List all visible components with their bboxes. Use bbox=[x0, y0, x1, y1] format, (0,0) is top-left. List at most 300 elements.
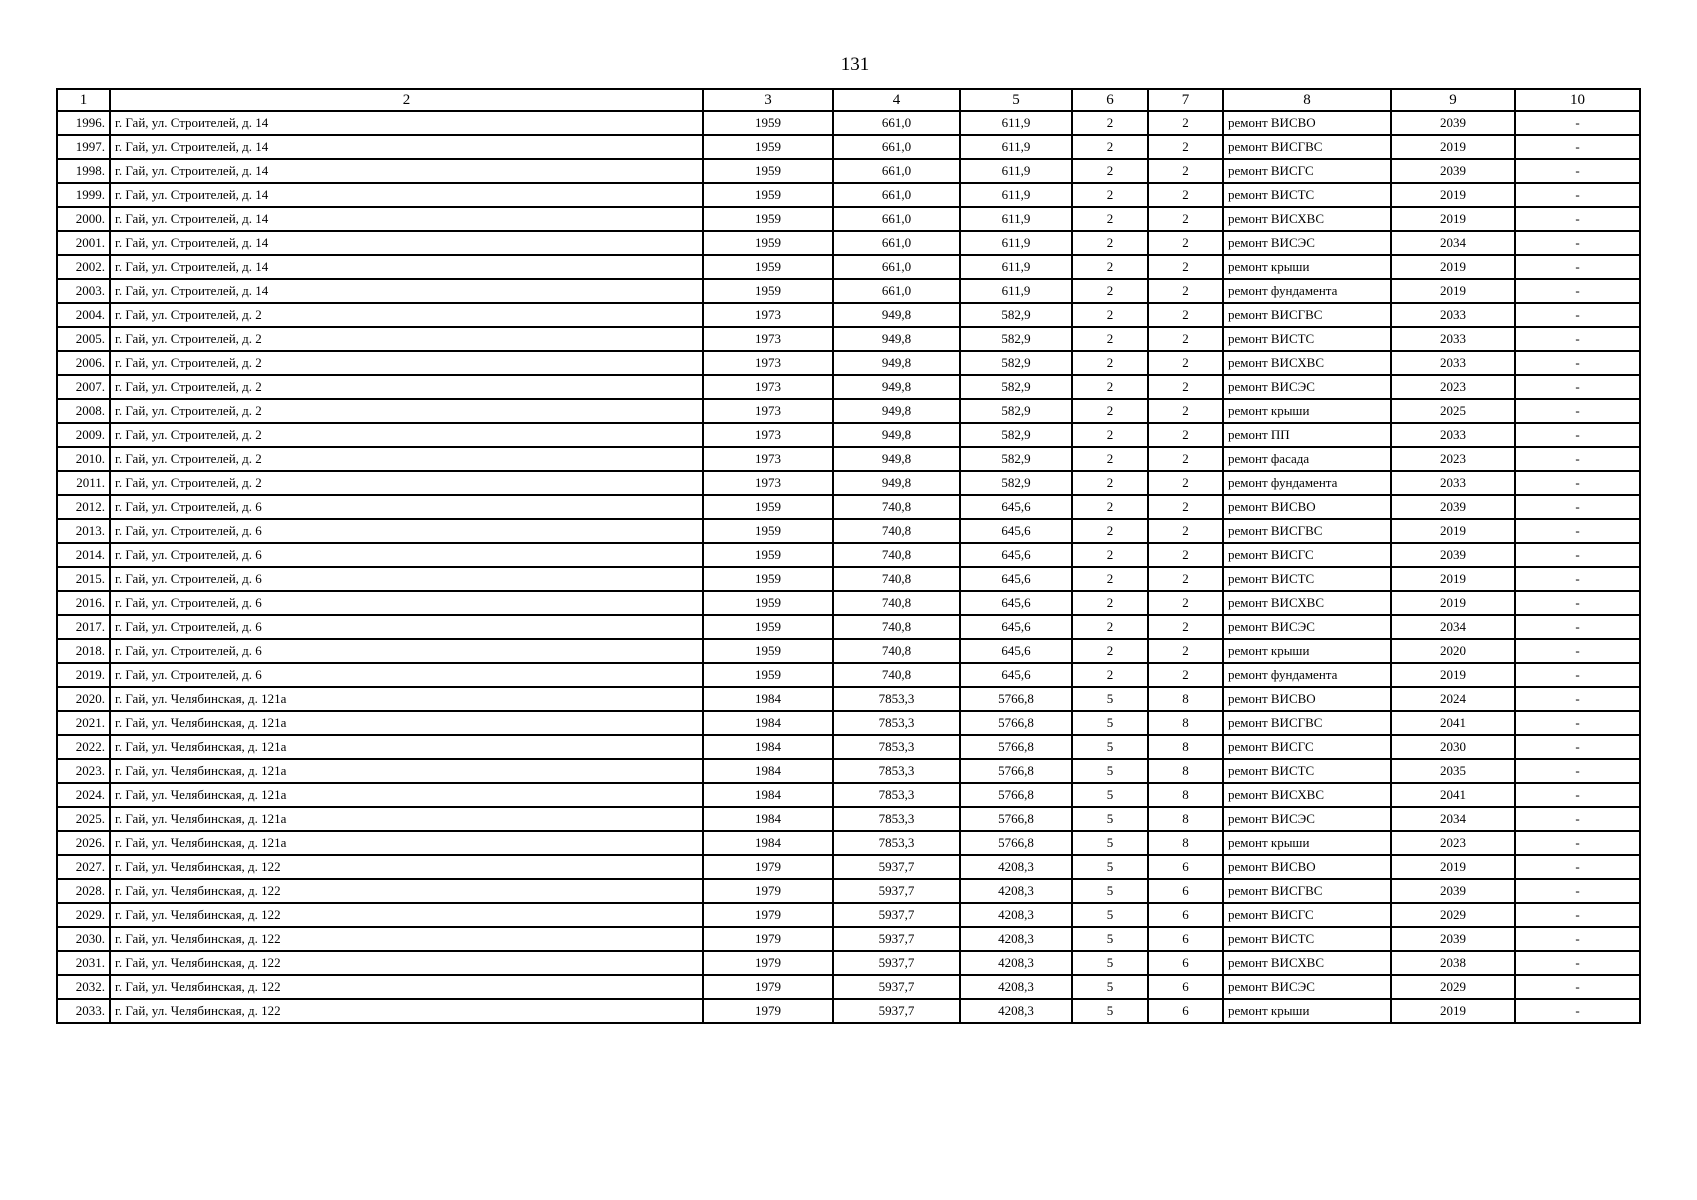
table-body bbox=[57, 111, 1640, 1023]
floors-cell: 5 bbox=[1072, 951, 1148, 975]
living-area-cell: 582,9 bbox=[960, 399, 1072, 423]
total-area-cell: 949,8 bbox=[833, 351, 960, 375]
planned-year-cell: 2019 bbox=[1391, 855, 1515, 879]
planned-year-cell: 2019 bbox=[1391, 663, 1515, 687]
row-number-cell: 1998. bbox=[57, 159, 110, 183]
work-type-cell: ремонт ВИСЭС bbox=[1223, 807, 1391, 831]
note-cell: - bbox=[1515, 423, 1640, 447]
floors-cell: 2 bbox=[1072, 519, 1148, 543]
row-number-cell: 2011. bbox=[57, 471, 110, 495]
planned-year-cell: 2029 bbox=[1391, 975, 1515, 999]
work-type-cell: ремонт ВИСЭС bbox=[1223, 975, 1391, 999]
total-area-cell: 5937,7 bbox=[833, 951, 960, 975]
floors-cell: 5 bbox=[1072, 687, 1148, 711]
living-area-cell: 582,9 bbox=[960, 327, 1072, 351]
floors-cell: 5 bbox=[1072, 855, 1148, 879]
note-cell: - bbox=[1515, 951, 1640, 975]
planned-year-cell: 2019 bbox=[1391, 591, 1515, 615]
work-type-cell: ремонт ВИСЭС bbox=[1223, 375, 1391, 399]
work-type-cell: ремонт ВИСГВС bbox=[1223, 519, 1391, 543]
living-area-cell: 645,6 bbox=[960, 495, 1072, 519]
note-cell: - bbox=[1515, 615, 1640, 639]
address-cell: г. Гай, ул. Строителей, д. 2 bbox=[110, 351, 703, 375]
total-area-cell: 949,8 bbox=[833, 471, 960, 495]
total-area-cell: 5937,7 bbox=[833, 903, 960, 927]
living-area-cell: 4208,3 bbox=[960, 879, 1072, 903]
table-row bbox=[57, 231, 1640, 255]
column-header: 9 bbox=[1391, 89, 1515, 111]
table-row bbox=[57, 663, 1640, 687]
address-cell: г. Гай, ул. Строителей, д. 14 bbox=[110, 279, 703, 303]
table-row bbox=[57, 975, 1640, 999]
entrances-cell: 2 bbox=[1148, 447, 1223, 471]
row-number-cell: 2019. bbox=[57, 663, 110, 687]
year-cell: 1984 bbox=[703, 831, 833, 855]
table-row bbox=[57, 807, 1640, 831]
planned-year-cell: 2024 bbox=[1391, 687, 1515, 711]
living-area-cell: 645,6 bbox=[960, 519, 1072, 543]
total-area-cell: 7853,3 bbox=[833, 711, 960, 735]
entrances-cell: 2 bbox=[1148, 159, 1223, 183]
living-area-cell: 4208,3 bbox=[960, 975, 1072, 999]
entrances-cell: 8 bbox=[1148, 759, 1223, 783]
row-number-cell: 1996. bbox=[57, 111, 110, 135]
floors-cell: 2 bbox=[1072, 303, 1148, 327]
planned-year-cell: 2019 bbox=[1391, 999, 1515, 1023]
total-area-cell: 661,0 bbox=[833, 207, 960, 231]
living-area-cell: 582,9 bbox=[960, 423, 1072, 447]
entrances-cell: 8 bbox=[1148, 783, 1223, 807]
column-header: 1 bbox=[57, 89, 110, 111]
floors-cell: 5 bbox=[1072, 831, 1148, 855]
note-cell: - bbox=[1515, 567, 1640, 591]
living-area-cell: 4208,3 bbox=[960, 999, 1072, 1023]
living-area-cell: 645,6 bbox=[960, 663, 1072, 687]
total-area-cell: 740,8 bbox=[833, 567, 960, 591]
planned-year-cell: 2030 bbox=[1391, 735, 1515, 759]
address-cell: г. Гай, ул. Строителей, д. 14 bbox=[110, 111, 703, 135]
row-number-cell: 2001. bbox=[57, 231, 110, 255]
year-cell: 1959 bbox=[703, 663, 833, 687]
note-cell: - bbox=[1515, 711, 1640, 735]
entrances-cell: 2 bbox=[1148, 207, 1223, 231]
year-cell: 1959 bbox=[703, 231, 833, 255]
row-number-cell: 2027. bbox=[57, 855, 110, 879]
column-header: 8 bbox=[1223, 89, 1391, 111]
total-area-cell: 7853,3 bbox=[833, 687, 960, 711]
row-number-cell: 2008. bbox=[57, 399, 110, 423]
planned-year-cell: 2019 bbox=[1391, 279, 1515, 303]
floors-cell: 2 bbox=[1072, 567, 1148, 591]
floors-cell: 2 bbox=[1072, 111, 1148, 135]
note-cell: - bbox=[1515, 159, 1640, 183]
row-number-cell: 2032. bbox=[57, 975, 110, 999]
year-cell: 1959 bbox=[703, 159, 833, 183]
work-type-cell: ремонт крыши bbox=[1223, 999, 1391, 1023]
total-area-cell: 5937,7 bbox=[833, 999, 960, 1023]
work-type-cell: ремонт ВИСГВС bbox=[1223, 135, 1391, 159]
address-cell: г. Гай, ул. Строителей, д. 6 bbox=[110, 519, 703, 543]
year-cell: 1959 bbox=[703, 615, 833, 639]
planned-year-cell: 2019 bbox=[1391, 135, 1515, 159]
row-number-cell: 2028. bbox=[57, 879, 110, 903]
row-number-cell: 2022. bbox=[57, 735, 110, 759]
row-number-cell: 2006. bbox=[57, 351, 110, 375]
year-cell: 1984 bbox=[703, 735, 833, 759]
table-row bbox=[57, 111, 1640, 135]
page-number: 131 bbox=[840, 54, 870, 75]
living-area-cell: 645,6 bbox=[960, 567, 1072, 591]
row-number-cell: 2025. bbox=[57, 807, 110, 831]
table-row bbox=[57, 351, 1640, 375]
planned-year-cell: 2034 bbox=[1391, 615, 1515, 639]
entrances-cell: 2 bbox=[1148, 279, 1223, 303]
year-cell: 1959 bbox=[703, 543, 833, 567]
planned-year-cell: 2023 bbox=[1391, 375, 1515, 399]
planned-year-cell: 2029 bbox=[1391, 903, 1515, 927]
row-number-cell: 1999. bbox=[57, 183, 110, 207]
living-area-cell: 582,9 bbox=[960, 351, 1072, 375]
note-cell: - bbox=[1515, 207, 1640, 231]
living-area-cell: 611,9 bbox=[960, 279, 1072, 303]
living-area-cell: 611,9 bbox=[960, 135, 1072, 159]
living-area-cell: 5766,8 bbox=[960, 687, 1072, 711]
table-row bbox=[57, 687, 1640, 711]
address-cell: г. Гай, ул. Челябинская, д. 122 bbox=[110, 903, 703, 927]
planned-year-cell: 2039 bbox=[1391, 111, 1515, 135]
year-cell: 1973 bbox=[703, 423, 833, 447]
note-cell: - bbox=[1515, 135, 1640, 159]
address-cell: г. Гай, ул. Строителей, д. 6 bbox=[110, 543, 703, 567]
floors-cell: 5 bbox=[1072, 759, 1148, 783]
work-type-cell: ремонт ВИСГС bbox=[1223, 903, 1391, 927]
total-area-cell: 661,0 bbox=[833, 231, 960, 255]
living-area-cell: 645,6 bbox=[960, 615, 1072, 639]
work-type-cell: ремонт фасада bbox=[1223, 447, 1391, 471]
entrances-cell: 2 bbox=[1148, 495, 1223, 519]
total-area-cell: 5937,7 bbox=[833, 975, 960, 999]
planned-year-cell: 2039 bbox=[1391, 495, 1515, 519]
table-row bbox=[57, 783, 1640, 807]
row-number-cell: 2021. bbox=[57, 711, 110, 735]
work-type-cell: ремонт ВИСХВС bbox=[1223, 951, 1391, 975]
year-cell: 1959 bbox=[703, 519, 833, 543]
year-cell: 1973 bbox=[703, 399, 833, 423]
entrances-cell: 2 bbox=[1148, 591, 1223, 615]
row-number-cell: 2009. bbox=[57, 423, 110, 447]
note-cell: - bbox=[1515, 543, 1640, 567]
entrances-cell: 6 bbox=[1148, 855, 1223, 879]
entrances-cell: 2 bbox=[1148, 303, 1223, 327]
column-header: 2 bbox=[110, 89, 703, 111]
entrances-cell: 2 bbox=[1148, 255, 1223, 279]
row-number-cell: 2000. bbox=[57, 207, 110, 231]
year-cell: 1959 bbox=[703, 255, 833, 279]
total-area-cell: 661,0 bbox=[833, 135, 960, 159]
table-row bbox=[57, 159, 1640, 183]
address-cell: г. Гай, ул. Челябинская, д. 122 bbox=[110, 855, 703, 879]
floors-cell: 2 bbox=[1072, 207, 1148, 231]
row-number-cell: 2002. bbox=[57, 255, 110, 279]
living-area-cell: 4208,3 bbox=[960, 951, 1072, 975]
total-area-cell: 661,0 bbox=[833, 183, 960, 207]
living-area-cell: 611,9 bbox=[960, 183, 1072, 207]
note-cell: - bbox=[1515, 303, 1640, 327]
total-area-cell: 740,8 bbox=[833, 615, 960, 639]
total-area-cell: 7853,3 bbox=[833, 735, 960, 759]
table-row bbox=[57, 951, 1640, 975]
work-type-cell: ремонт ВИСГВС bbox=[1223, 879, 1391, 903]
note-cell: - bbox=[1515, 831, 1640, 855]
total-area-cell: 949,8 bbox=[833, 423, 960, 447]
entrances-cell: 2 bbox=[1148, 111, 1223, 135]
row-number-cell: 2014. bbox=[57, 543, 110, 567]
note-cell: - bbox=[1515, 663, 1640, 687]
note-cell: - bbox=[1515, 255, 1640, 279]
table-row bbox=[57, 183, 1640, 207]
address-cell: г. Гай, ул. Строителей, д. 14 bbox=[110, 231, 703, 255]
column-header: 7 bbox=[1148, 89, 1223, 111]
year-cell: 1959 bbox=[703, 495, 833, 519]
planned-year-cell: 2039 bbox=[1391, 879, 1515, 903]
year-cell: 1959 bbox=[703, 183, 833, 207]
living-area-cell: 5766,8 bbox=[960, 783, 1072, 807]
table-row bbox=[57, 447, 1640, 471]
table-row bbox=[57, 327, 1640, 351]
floors-cell: 2 bbox=[1072, 399, 1148, 423]
entrances-cell: 2 bbox=[1148, 375, 1223, 399]
note-cell: - bbox=[1515, 399, 1640, 423]
floors-cell: 5 bbox=[1072, 903, 1148, 927]
year-cell: 1979 bbox=[703, 975, 833, 999]
floors-cell: 2 bbox=[1072, 423, 1148, 447]
year-cell: 1959 bbox=[703, 279, 833, 303]
floors-cell: 5 bbox=[1072, 783, 1148, 807]
living-area-cell: 4208,3 bbox=[960, 855, 1072, 879]
work-type-cell: ремонт ВИСГС bbox=[1223, 543, 1391, 567]
row-number-cell: 2018. bbox=[57, 639, 110, 663]
entrances-cell: 8 bbox=[1148, 687, 1223, 711]
address-cell: г. Гай, ул. Строителей, д. 14 bbox=[110, 135, 703, 159]
total-area-cell: 949,8 bbox=[833, 447, 960, 471]
note-cell: - bbox=[1515, 279, 1640, 303]
work-type-cell: ремонт ВИСВО bbox=[1223, 495, 1391, 519]
work-type-cell: ремонт ВИСВО bbox=[1223, 687, 1391, 711]
entrances-cell: 2 bbox=[1148, 183, 1223, 207]
row-number-cell: 2015. bbox=[57, 567, 110, 591]
floors-cell: 2 bbox=[1072, 639, 1148, 663]
year-cell: 1979 bbox=[703, 903, 833, 927]
row-number-cell: 2020. bbox=[57, 687, 110, 711]
address-cell: г. Гай, ул. Челябинская, д. 121а bbox=[110, 807, 703, 831]
living-area-cell: 645,6 bbox=[960, 639, 1072, 663]
address-cell: г. Гай, ул. Строителей, д. 6 bbox=[110, 567, 703, 591]
planned-year-cell: 2033 bbox=[1391, 303, 1515, 327]
year-cell: 1984 bbox=[703, 783, 833, 807]
note-cell: - bbox=[1515, 231, 1640, 255]
repair-schedule-table bbox=[56, 88, 1641, 1024]
table-row bbox=[57, 759, 1640, 783]
living-area-cell: 611,9 bbox=[960, 255, 1072, 279]
living-area-cell: 4208,3 bbox=[960, 903, 1072, 927]
floors-cell: 2 bbox=[1072, 495, 1148, 519]
year-cell: 1959 bbox=[703, 567, 833, 591]
work-type-cell: ремонт ВИСХВС bbox=[1223, 207, 1391, 231]
work-type-cell: ремонт ПП bbox=[1223, 423, 1391, 447]
address-cell: г. Гай, ул. Челябинская, д. 122 bbox=[110, 927, 703, 951]
address-cell: г. Гай, ул. Строителей, д. 6 bbox=[110, 663, 703, 687]
total-area-cell: 949,8 bbox=[833, 375, 960, 399]
floors-cell: 2 bbox=[1072, 447, 1148, 471]
year-cell: 1959 bbox=[703, 111, 833, 135]
note-cell: - bbox=[1515, 447, 1640, 471]
year-cell: 1973 bbox=[703, 471, 833, 495]
work-type-cell: ремонт ВИСТС bbox=[1223, 327, 1391, 351]
address-cell: г. Гай, ул. Челябинская, д. 122 bbox=[110, 999, 703, 1023]
year-cell: 1979 bbox=[703, 951, 833, 975]
living-area-cell: 4208,3 bbox=[960, 927, 1072, 951]
work-type-cell: ремонт фундамента bbox=[1223, 471, 1391, 495]
row-number-cell: 2031. bbox=[57, 951, 110, 975]
address-cell: г. Гай, ул. Челябинская, д. 121а bbox=[110, 783, 703, 807]
entrances-cell: 2 bbox=[1148, 543, 1223, 567]
entrances-cell: 2 bbox=[1148, 663, 1223, 687]
living-area-cell: 5766,8 bbox=[960, 831, 1072, 855]
note-cell: - bbox=[1515, 687, 1640, 711]
table-row bbox=[57, 591, 1640, 615]
total-area-cell: 661,0 bbox=[833, 111, 960, 135]
address-cell: г. Гай, ул. Строителей, д. 14 bbox=[110, 159, 703, 183]
table-row bbox=[57, 135, 1640, 159]
note-cell: - bbox=[1515, 975, 1640, 999]
table-row bbox=[57, 639, 1640, 663]
work-type-cell: ремонт ВИСГС bbox=[1223, 735, 1391, 759]
living-area-cell: 611,9 bbox=[960, 207, 1072, 231]
floors-cell: 2 bbox=[1072, 375, 1148, 399]
planned-year-cell: 2035 bbox=[1391, 759, 1515, 783]
planned-year-cell: 2019 bbox=[1391, 183, 1515, 207]
living-area-cell: 611,9 bbox=[960, 159, 1072, 183]
entrances-cell: 8 bbox=[1148, 807, 1223, 831]
note-cell: - bbox=[1515, 807, 1640, 831]
table-row bbox=[57, 615, 1640, 639]
floors-cell: 2 bbox=[1072, 255, 1148, 279]
column-header: 6 bbox=[1072, 89, 1148, 111]
address-cell: г. Гай, ул. Строителей, д. 2 bbox=[110, 375, 703, 399]
table-row bbox=[57, 207, 1640, 231]
planned-year-cell: 2025 bbox=[1391, 399, 1515, 423]
floors-cell: 2 bbox=[1072, 159, 1148, 183]
year-cell: 1979 bbox=[703, 879, 833, 903]
planned-year-cell: 2033 bbox=[1391, 351, 1515, 375]
living-area-cell: 645,6 bbox=[960, 591, 1072, 615]
entrances-cell: 8 bbox=[1148, 711, 1223, 735]
planned-year-cell: 2033 bbox=[1391, 471, 1515, 495]
note-cell: - bbox=[1515, 759, 1640, 783]
table-row bbox=[57, 567, 1640, 591]
row-number-cell: 2017. bbox=[57, 615, 110, 639]
planned-year-cell: 2038 bbox=[1391, 951, 1515, 975]
table-row bbox=[57, 543, 1640, 567]
total-area-cell: 949,8 bbox=[833, 303, 960, 327]
year-cell: 1979 bbox=[703, 855, 833, 879]
total-area-cell: 661,0 bbox=[833, 279, 960, 303]
column-header: 5 bbox=[960, 89, 1072, 111]
planned-year-cell: 2019 bbox=[1391, 567, 1515, 591]
note-cell: - bbox=[1515, 639, 1640, 663]
note-cell: - bbox=[1515, 783, 1640, 807]
year-cell: 1979 bbox=[703, 927, 833, 951]
table-row bbox=[57, 927, 1640, 951]
row-number-cell: 2030. bbox=[57, 927, 110, 951]
living-area-cell: 5766,8 bbox=[960, 759, 1072, 783]
total-area-cell: 740,8 bbox=[833, 543, 960, 567]
work-type-cell: ремонт крыши bbox=[1223, 831, 1391, 855]
table-row bbox=[57, 303, 1640, 327]
living-area-cell: 582,9 bbox=[960, 447, 1072, 471]
note-cell: - bbox=[1515, 735, 1640, 759]
address-cell: г. Гай, ул. Строителей, д. 14 bbox=[110, 207, 703, 231]
work-type-cell: ремонт ВИСЭС bbox=[1223, 231, 1391, 255]
note-cell: - bbox=[1515, 351, 1640, 375]
row-number-cell: 2024. bbox=[57, 783, 110, 807]
work-type-cell: ремонт крыши bbox=[1223, 639, 1391, 663]
work-type-cell: ремонт ВИСВО bbox=[1223, 111, 1391, 135]
planned-year-cell: 2023 bbox=[1391, 831, 1515, 855]
year-cell: 1959 bbox=[703, 207, 833, 231]
address-cell: г. Гай, ул. Строителей, д. 6 bbox=[110, 615, 703, 639]
floors-cell: 5 bbox=[1072, 735, 1148, 759]
table-row bbox=[57, 471, 1640, 495]
address-cell: г. Гай, ул. Челябинская, д. 121а bbox=[110, 759, 703, 783]
entrances-cell: 2 bbox=[1148, 519, 1223, 543]
note-cell: - bbox=[1515, 927, 1640, 951]
work-type-cell: ремонт ВИСТС bbox=[1223, 759, 1391, 783]
floors-cell: 2 bbox=[1072, 231, 1148, 255]
planned-year-cell: 2019 bbox=[1391, 519, 1515, 543]
row-number-cell: 2004. bbox=[57, 303, 110, 327]
total-area-cell: 740,8 bbox=[833, 495, 960, 519]
work-type-cell: ремонт крыши bbox=[1223, 399, 1391, 423]
floors-cell: 2 bbox=[1072, 543, 1148, 567]
row-number-cell: 2029. bbox=[57, 903, 110, 927]
row-number-cell: 2026. bbox=[57, 831, 110, 855]
living-area-cell: 645,6 bbox=[960, 543, 1072, 567]
row-number-cell: 2023. bbox=[57, 759, 110, 783]
address-cell: г. Гай, ул. Челябинская, д. 121а bbox=[110, 735, 703, 759]
planned-year-cell: 2019 bbox=[1391, 255, 1515, 279]
floors-cell: 2 bbox=[1072, 183, 1148, 207]
total-area-cell: 5937,7 bbox=[833, 879, 960, 903]
note-cell: - bbox=[1515, 183, 1640, 207]
work-type-cell: ремонт ВИСВО bbox=[1223, 855, 1391, 879]
floors-cell: 2 bbox=[1072, 279, 1148, 303]
living-area-cell: 582,9 bbox=[960, 471, 1072, 495]
year-cell: 1984 bbox=[703, 807, 833, 831]
total-area-cell: 661,0 bbox=[833, 255, 960, 279]
living-area-cell: 582,9 bbox=[960, 303, 1072, 327]
floors-cell: 5 bbox=[1072, 807, 1148, 831]
year-cell: 1973 bbox=[703, 351, 833, 375]
note-cell: - bbox=[1515, 903, 1640, 927]
note-cell: - bbox=[1515, 495, 1640, 519]
address-cell: г. Гай, ул. Челябинская, д. 122 bbox=[110, 975, 703, 999]
living-area-cell: 5766,8 bbox=[960, 735, 1072, 759]
table-row bbox=[57, 711, 1640, 735]
address-cell: г. Гай, ул. Челябинская, д. 121а bbox=[110, 711, 703, 735]
year-cell: 1959 bbox=[703, 639, 833, 663]
entrances-cell: 8 bbox=[1148, 831, 1223, 855]
